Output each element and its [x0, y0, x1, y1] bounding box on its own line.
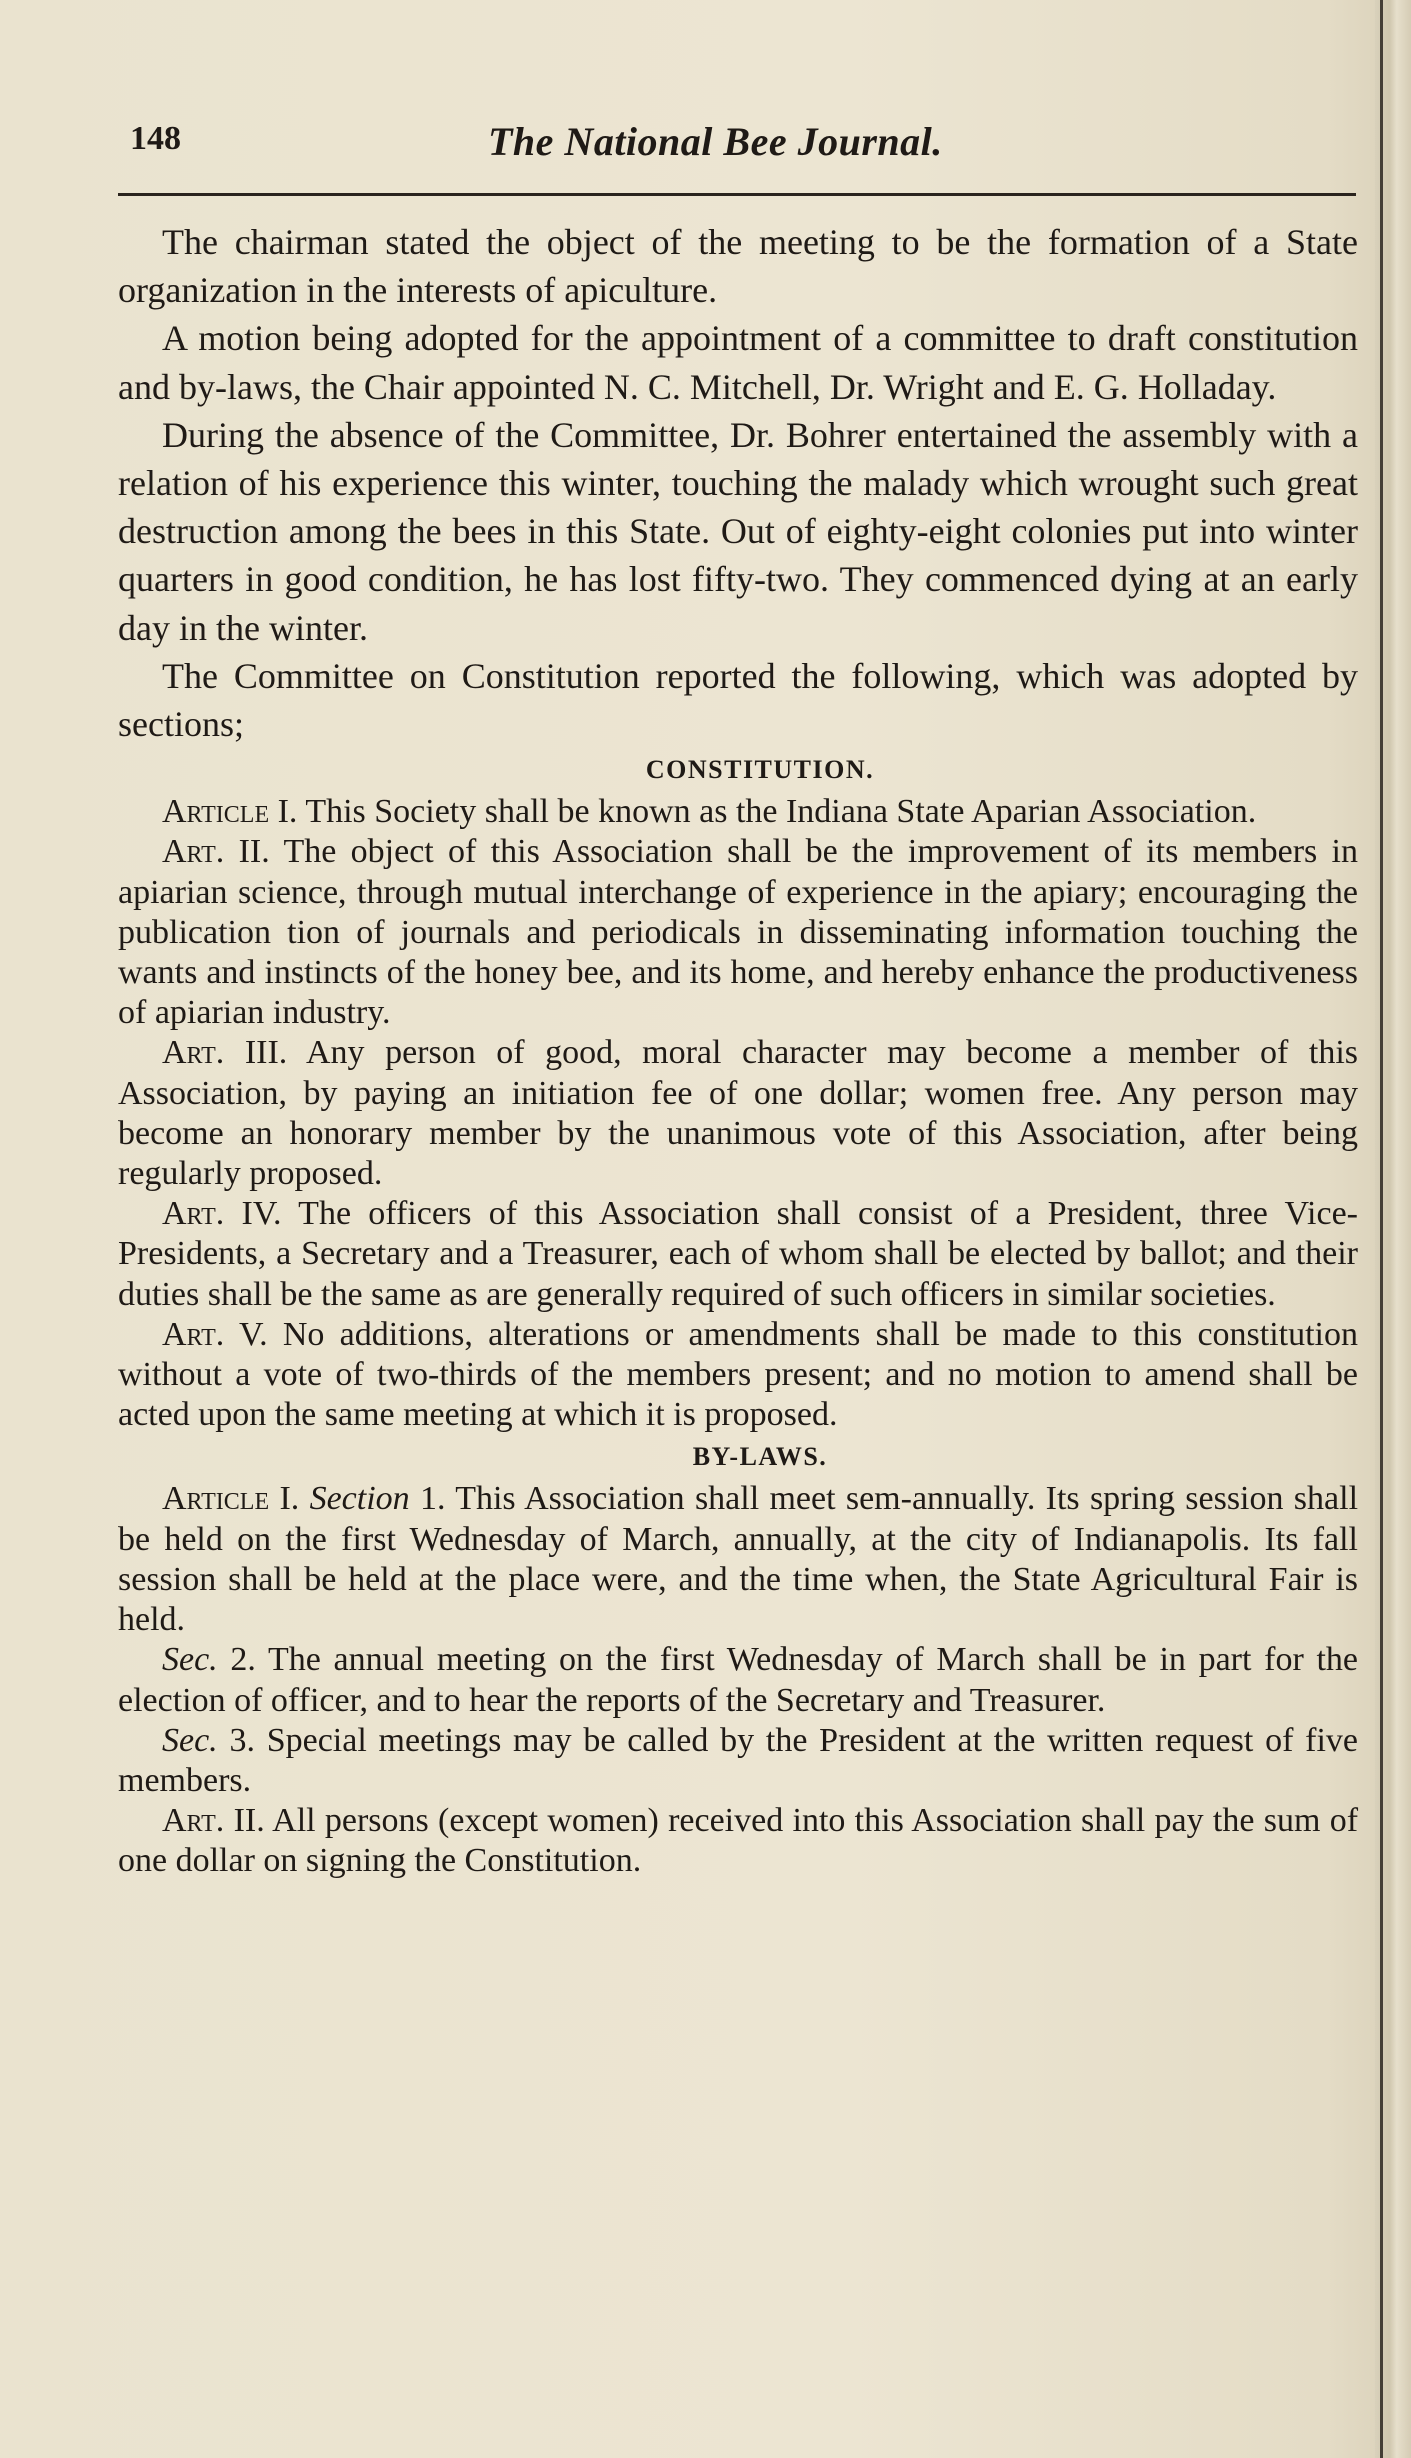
article-label: Art. — [162, 1034, 225, 1072]
bylaws-section-2 — [118, 1640, 1358, 1720]
section-number: 1. — [420, 1480, 446, 1518]
article-label: Article — [162, 793, 270, 831]
paragraph-report: The Committee on Constitution reported the following, which was adopted by sections; — [118, 655, 1358, 745]
article-text: This Association shall meet sem-annually. Its spring session shall be held on the first Wednesday of March, annually, at the city of Indianapolis. Its fall session shall be held at the place were, and the time when, the State Agricultural Fair is held. — [118, 1480, 1359, 1639]
article-text: Any person of good, moral character may become a member of this Association, by paying an initiation fee of one dollar; women free. Any person may become an honorary member by the unanimous vote of this Association, after being regularly proposed. — [118, 1034, 1359, 1193]
article-number: I. — [277, 793, 298, 831]
article-label: Art. — [162, 1195, 225, 1233]
section-label: Sec. — [162, 1641, 218, 1679]
constitution-article-4 — [118, 1194, 1358, 1315]
paragraph-object: The chairman stated the object of the meeting to be the formation of a State organization in the interests of apiculture. — [118, 222, 1358, 311]
article-text: This Society shall be known as the Indiana State Aparian Association. — [305, 793, 1257, 831]
bylaws-article-1 — [118, 1479, 1358, 1640]
article-number: III. — [244, 1034, 288, 1072]
section-text: The annual meeting on the first Wednesday of March shall be in part for the election of officer, and to hear the reports of the Secretary and Treasurer. — [118, 1641, 1358, 1719]
article-number: V. — [238, 1315, 268, 1353]
page-number: 148 — [130, 120, 181, 157]
article-label: Art. — [162, 1802, 225, 1840]
article-label: Art. — [162, 1315, 225, 1353]
article-number: II. — [238, 833, 270, 871]
running-header — [118, 112, 1358, 172]
paragraph-bohrer: During the absence of the Committee, Dr. Bohrer entertained the assembly with a relation of his experience this winter, touching the malady which wrought such great destruction among the bees in this State. Out of eighty-eight colonies put into winter quarters in good condition, he has lost fifty-two. They commenced dying at an early day in the winter. — [118, 414, 1358, 648]
article-text: The officers of this Association shall consist of a President, three Vice-Presidents, a Secretary and a Treasurer, each of whom shall be elected by ballot; and their duties shall be the same as are generally required of such officers in similar societies. — [118, 1195, 1358, 1313]
bylaws-article-2 — [118, 1801, 1358, 1881]
section-number: 3. — [229, 1721, 255, 1759]
constitution-article-5 — [118, 1315, 1358, 1436]
article-number: IV. — [241, 1195, 282, 1233]
article-text: All persons (except women) received into this Association shall pay the sum of one dollar on signing the Constitution. — [118, 1802, 1359, 1880]
article-label: Article — [162, 1480, 270, 1518]
article-text: The object of this Association shall be the improvement of its members in apiarian science, through mutual interchange of experience in the apiary; encouraging the publication tion of journals and periodicals in disseminating information touching the wants and instincts of the honey bee, and its home, and hereby enhance the productiveness of apiarian industry. — [118, 833, 1359, 1032]
page-edge-line — [1380, 0, 1383, 2458]
header-rule — [118, 193, 1356, 196]
article-number: II. — [233, 1802, 265, 1840]
journal-title: The National Bee Journal. — [488, 119, 943, 164]
bylaws-section-3 — [118, 1721, 1358, 1801]
article-text: No additions, alterations or amendments shall be made to this constitution without a vote of two-thirds of the members present; and no motion to amend shall be acted upon the same meeting at which it is proposed. — [118, 1315, 1359, 1434]
constitution-article-2 — [118, 832, 1358, 1033]
article-body — [118, 218, 1358, 1882]
article-label: Art. — [162, 833, 225, 871]
constitution-heading: CONSTITUTION. — [645, 755, 875, 785]
section-word: Section — [309, 1480, 410, 1518]
paragraph-committee: A motion being adopted for the appointment of a committee to draft constitution and by-laws, the Chair appointed N. C. Mitchell, Dr. Wright and E. G. Holladay. — [118, 318, 1358, 407]
bylaws-heading: BY-LAWS. — [692, 1442, 828, 1472]
section-text: Special meetings may be called by the President at the written request of five members. — [118, 1721, 1359, 1799]
section-label: Sec. — [162, 1721, 218, 1759]
section-number: 2. — [230, 1641, 256, 1679]
constitution-article-1 — [118, 792, 1358, 832]
article-number: I. — [279, 1480, 300, 1518]
constitution-article-3 — [118, 1033, 1358, 1194]
